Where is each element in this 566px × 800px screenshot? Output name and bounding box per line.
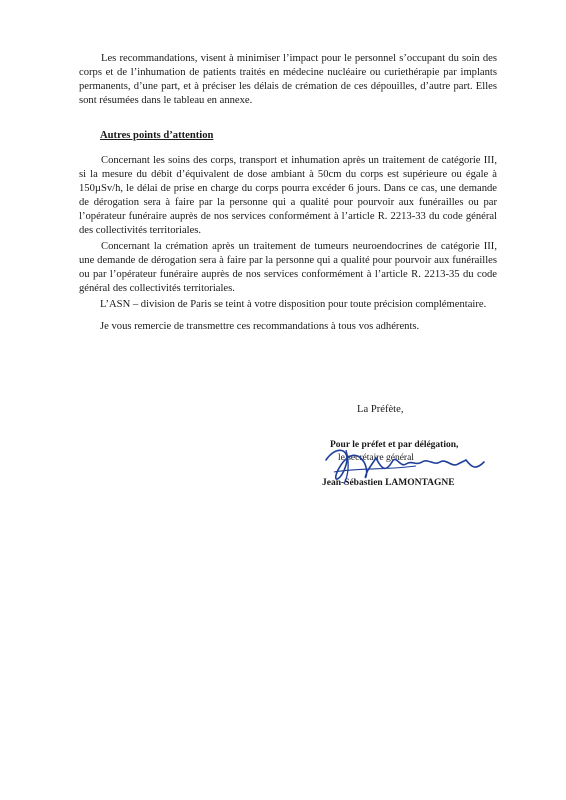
- paragraph-remerciements: Je vous remercie de transmettre ces recommandations à tous vos adhérents.: [100, 321, 420, 332]
- intro-text: Les recommandations, visent à minimiser l’impact pour le personnel s’occupant du soin des corps et de l’inhumation de patients traités en médecine nucléaire ou curiethérapie par implants permanents, d’une part, et à préciser les délais de crémation de ces dépouilles, d’autre part. Elles sont résumées dans le tableau en annexe.: [79, 53, 497, 106]
- signature-block: [316, 440, 516, 500]
- intro-paragraph: [79, 52, 497, 108]
- paragraph-asn: L’ASN – division de Paris se teint à votre disposition pour toute précision complémentaire.: [100, 299, 487, 310]
- paragraph-cremation-text: Concernant la crémation après un traitement de tumeurs neuroendocrines de catégorie III, une demande de dérogation sera à faire par la personne qui a qualité pour pourvoir aux funérailles ou par l’opérateur funéraire auprès de nos services conformément à l’article R. 2213-35 du code général des collectivités territoriales.: [79, 241, 497, 294]
- section-heading: Autres points d’attention: [100, 130, 214, 141]
- paragraph-soins-text: Concernant les soins des corps, transport et inhumation après un traitement de catégorie III, si la mesure du débit d’équivalent de dose ambiant à 50cm du corps est supérieure ou égale à 150µSv/h, le délai de prise en charge du corps pourra excéder 6 jours. Dans ce cas, une demande de dérogation sera à faire par la personne qui a qualité pour pourvoir aux funérailles ou par l’opérateur funéraire auprès de nos services conformément à l’article R. 2213-33 du code général des collectivités territoriales.: [79, 155, 497, 236]
- signature-role: le secrétaire général: [338, 453, 414, 463]
- signature-name: Jean-Sébastien LAMONTAGNE: [322, 478, 455, 488]
- paragraph-soins: [79, 154, 497, 238]
- signature-delegation: Pour le préfet et par délégation,: [330, 440, 459, 450]
- paragraph-cremation: [79, 240, 497, 296]
- handwritten-signature: [316, 440, 516, 500]
- closing-title: La Préfète,: [357, 404, 404, 415]
